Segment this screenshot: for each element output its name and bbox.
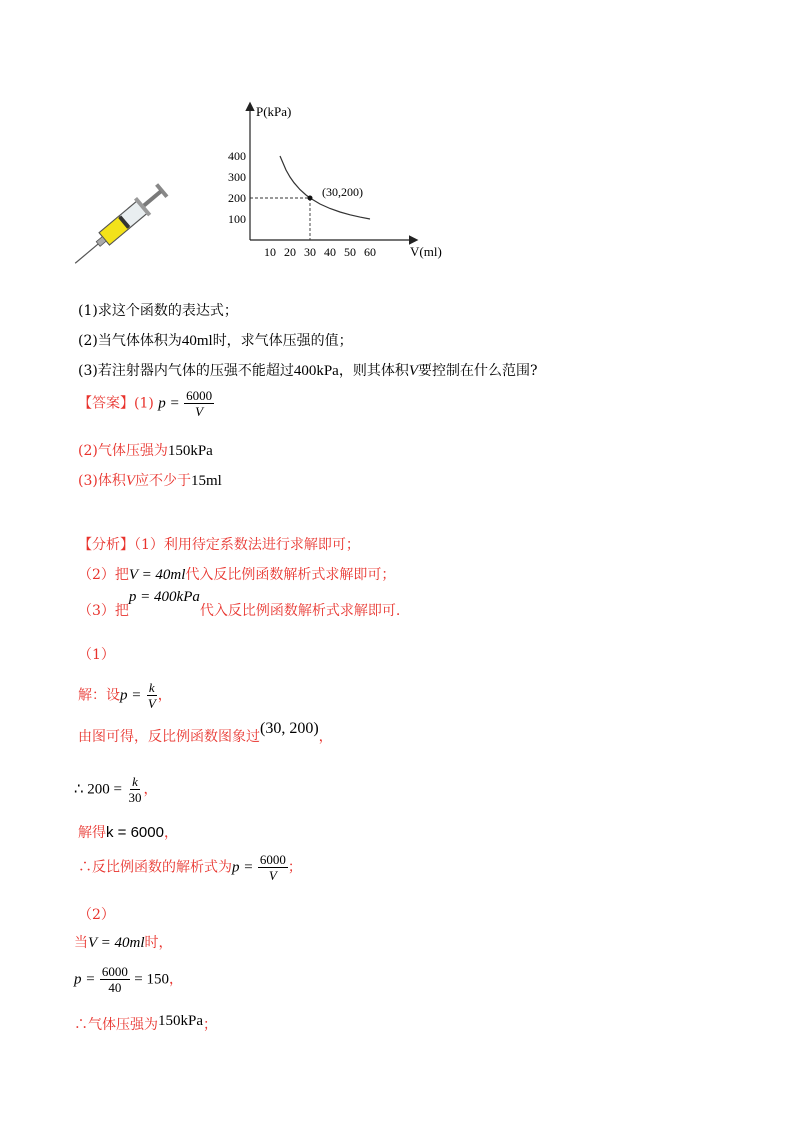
solution-part-1: （1）: [78, 647, 115, 663]
a3-var-v: V: [125, 473, 136, 489]
y-tick-label: 200: [228, 191, 246, 205]
s1-fraction: [146, 680, 158, 711]
s7-rhs: = 150: [134, 971, 169, 988]
q2-text-a: (2)当气体体积为: [78, 333, 182, 349]
s5-numerator: 6000: [259, 852, 286, 867]
a1-lhs: p =: [158, 395, 180, 412]
analysis-l1: （1）利用待定系数法进行求解即可；: [134, 537, 360, 553]
answer-3: [78, 470, 222, 490]
s3-lhs: ∴ 200 =: [74, 781, 123, 798]
s6-text-b: 时，: [144, 935, 173, 951]
analysis-tag: 【分析】: [78, 537, 134, 553]
a1-numerator: 6000: [186, 388, 213, 403]
y-axis-label: P(kPa): [256, 104, 292, 119]
x-tick-label: 10: [264, 245, 276, 259]
s5-lhs: p =: [232, 859, 254, 876]
s8-text-b: ；: [203, 1017, 217, 1033]
solution-line-4: [78, 822, 178, 842]
solution-line-6: [74, 932, 173, 952]
s8-value: 150kPa: [158, 1013, 203, 1029]
question-3: [78, 360, 538, 380]
analysis-l3-b: 代入反比例函数解析式求解即可.: [199, 603, 401, 619]
s5-text-a: ∴反比例函数的解析式为: [78, 859, 232, 876]
s7-numerator: 6000: [101, 964, 128, 979]
answer-tag: 【答案】: [78, 395, 134, 412]
syringe-illustration: [74, 168, 178, 268]
q2-volume: 40ml: [181, 333, 213, 349]
analysis-3: [78, 589, 401, 620]
a1-prefix: (1): [134, 395, 154, 412]
x-tick-label: 30: [304, 245, 316, 259]
analysis-l2-a: （2）把: [78, 567, 129, 583]
s6-text-a: 当: [74, 935, 88, 951]
solution-line-3: [74, 774, 157, 805]
x-tick-label: 50: [344, 245, 356, 259]
s5-fraction: [258, 852, 288, 883]
analysis-l2-math: V = 40ml: [128, 567, 186, 583]
s1-numerator: k: [148, 680, 155, 695]
s7-denominator: 40: [108, 980, 122, 995]
q2-text-b: 时，求气体压强的值；: [212, 333, 353, 349]
x-axis-label: V(ml): [410, 244, 442, 259]
s4-result: k = 6000: [106, 824, 164, 841]
solution-part-2: （2）: [78, 907, 115, 923]
a2-text: (2)气体压强为: [78, 443, 168, 459]
s6-math: V = 40ml: [88, 935, 145, 951]
s1-text-b: ，: [157, 687, 172, 704]
question-1: (1)求这个函数的表达式；: [78, 303, 238, 319]
point-label: (30,200): [322, 185, 363, 199]
s2-point: (30, 200): [260, 720, 319, 737]
answer-2: [78, 440, 213, 460]
a2-value: 150kPa: [167, 443, 213, 459]
y-tick-label: 400: [228, 149, 246, 163]
s5-text-b: ；: [287, 859, 302, 876]
q3-var-v: V: [408, 363, 419, 379]
a1-denominator: V: [195, 404, 204, 419]
solution-line-5: [78, 852, 302, 883]
a3-text2: 应不少于: [135, 473, 192, 489]
needle: [75, 244, 98, 263]
solution-line-7: [74, 964, 183, 995]
s2-text-a: 由图可得，反比例函数图象过: [78, 729, 260, 745]
s1-denominator: V: [147, 696, 156, 711]
y-tick-label: 100: [228, 212, 246, 226]
q3-text-c: 要控制在什么范围?: [418, 363, 538, 379]
analysis-l3-math: p = 400kPa: [128, 589, 200, 605]
s3-numerator: k: [132, 774, 138, 789]
s8-text-a: ∴气体压强为: [74, 1017, 158, 1033]
s4-text-a: 解得: [78, 825, 106, 841]
q3-text-a: (3)若注射器内气体的压强不能超过: [78, 363, 294, 379]
s3-text-b: ，: [143, 781, 158, 798]
question-2: [78, 330, 353, 350]
answer-1: [78, 388, 214, 419]
s1-lhs: p =: [120, 687, 142, 704]
s1-text-a: 解：设: [78, 687, 120, 704]
q3-text-b: ，则其体积: [338, 363, 409, 379]
solution-line-1: [78, 680, 172, 711]
s3-fraction: [126, 774, 143, 805]
s3-denominator: 30: [128, 790, 142, 805]
analysis-l3-a: （3）把: [78, 603, 129, 619]
s4-text-b: ，: [163, 825, 178, 841]
solution-line-8: [74, 1014, 217, 1034]
x-tick-label: 60: [364, 245, 376, 259]
a3-value: 15ml: [191, 473, 222, 489]
highlight-point: [308, 196, 313, 201]
x-tick-label: 20: [284, 245, 296, 259]
s7-text-b: ，: [169, 971, 183, 988]
analysis-1: [78, 534, 360, 554]
s7-fraction: [100, 964, 130, 995]
pressure-volume-graph: [228, 98, 450, 266]
a3-text: (3)体积: [78, 473, 126, 489]
s5-denominator: V: [268, 868, 277, 883]
analysis-2: [78, 564, 395, 584]
y-tick-label: 300: [228, 170, 246, 184]
s7-lhs: p =: [74, 971, 96, 988]
q3-pressure: 400kPa: [293, 363, 339, 379]
a1-fraction: [184, 388, 214, 419]
analysis-l2-b: 代入反比例函数解析式求解即可；: [185, 567, 396, 583]
solution-line-2: [78, 720, 333, 746]
s2-text-b: ，: [318, 729, 333, 745]
x-tick-label: 40: [324, 245, 336, 259]
